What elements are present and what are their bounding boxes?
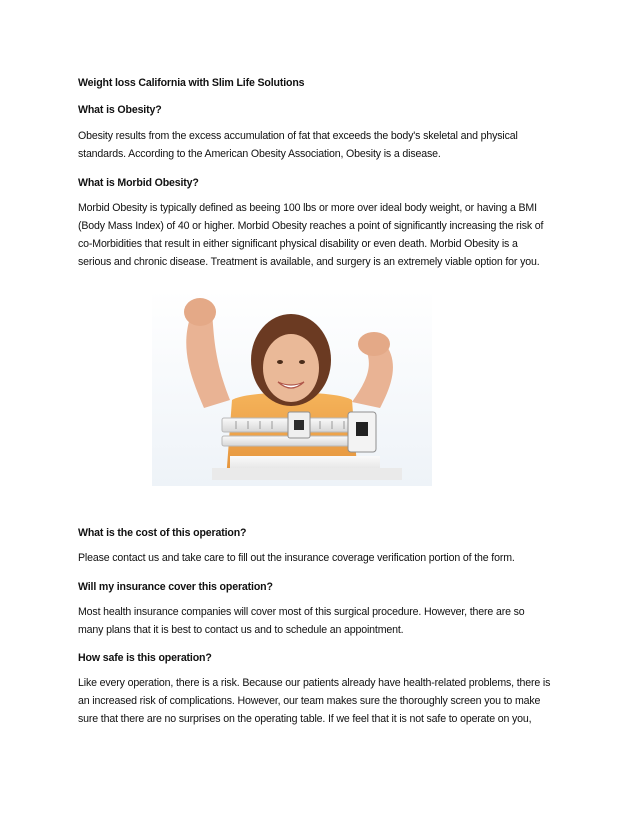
- paragraph-cost: [78, 549, 554, 567]
- paragraph-line: co-Morbidities that result in either significant physical disability or even death. Morbid Obesity is a: [78, 238, 518, 250]
- paragraph-line: Morbid Obesity is typically defined as beeing 100 lbs or more over ideal body weight, or having a BMI: [78, 202, 537, 214]
- paragraph-line: Please contact us and take care to fill out the insurance coverage verification portion of the form.: [78, 552, 515, 564]
- paragraph-line: (Body Mass Index) of 40 or higher. Morbid Obesity reaches a point of significantly increasing the risk of: [78, 220, 544, 232]
- heading-cost: What is the cost of this operation?: [78, 527, 247, 539]
- paragraph-morbid-obesity: [78, 199, 554, 271]
- woman-on-scale-photo: [152, 290, 432, 486]
- paragraph-line: an increased risk of complications. However, our team makes sure the thoroughly screen you to make: [78, 695, 541, 707]
- heading-safety: How safe is this operation?: [78, 652, 212, 664]
- heading-what-is-obesity: What is Obesity?: [78, 104, 162, 116]
- paragraph-line: many plans that it is best to contact us and to schedule an appointment.: [78, 624, 404, 636]
- paragraph-line: Like every operation, there is a risk. Because our patients already have health-related problems, there is: [78, 677, 551, 689]
- paragraph-line: Obesity results from the excess accumulation of fat that exceeds the body's skeletal and physical: [78, 130, 518, 142]
- paragraph-line: sure that there are no surprises on the operating table. If we feel that it is not safe to operate on you,: [78, 713, 532, 725]
- document-title: Weight loss California with Slim Life Solutions: [78, 77, 305, 89]
- paragraph-insurance: [78, 603, 554, 639]
- paragraph-line: Most health insurance companies will cover most of this surgical procedure. However, there are so: [78, 606, 525, 618]
- paragraph-obesity: [78, 127, 554, 163]
- paragraph-line: standards. According to the American Obesity Association, Obesity is a disease.: [78, 148, 441, 160]
- heading-insurance: Will my insurance cover this operation?: [78, 581, 273, 593]
- paragraph-line: serious and chronic disease. Treatment is available, and surgery is an extremely viable option for you.: [78, 256, 540, 268]
- paragraph-safety: [78, 674, 554, 728]
- heading-morbid-obesity: What is Morbid Obesity?: [78, 177, 199, 189]
